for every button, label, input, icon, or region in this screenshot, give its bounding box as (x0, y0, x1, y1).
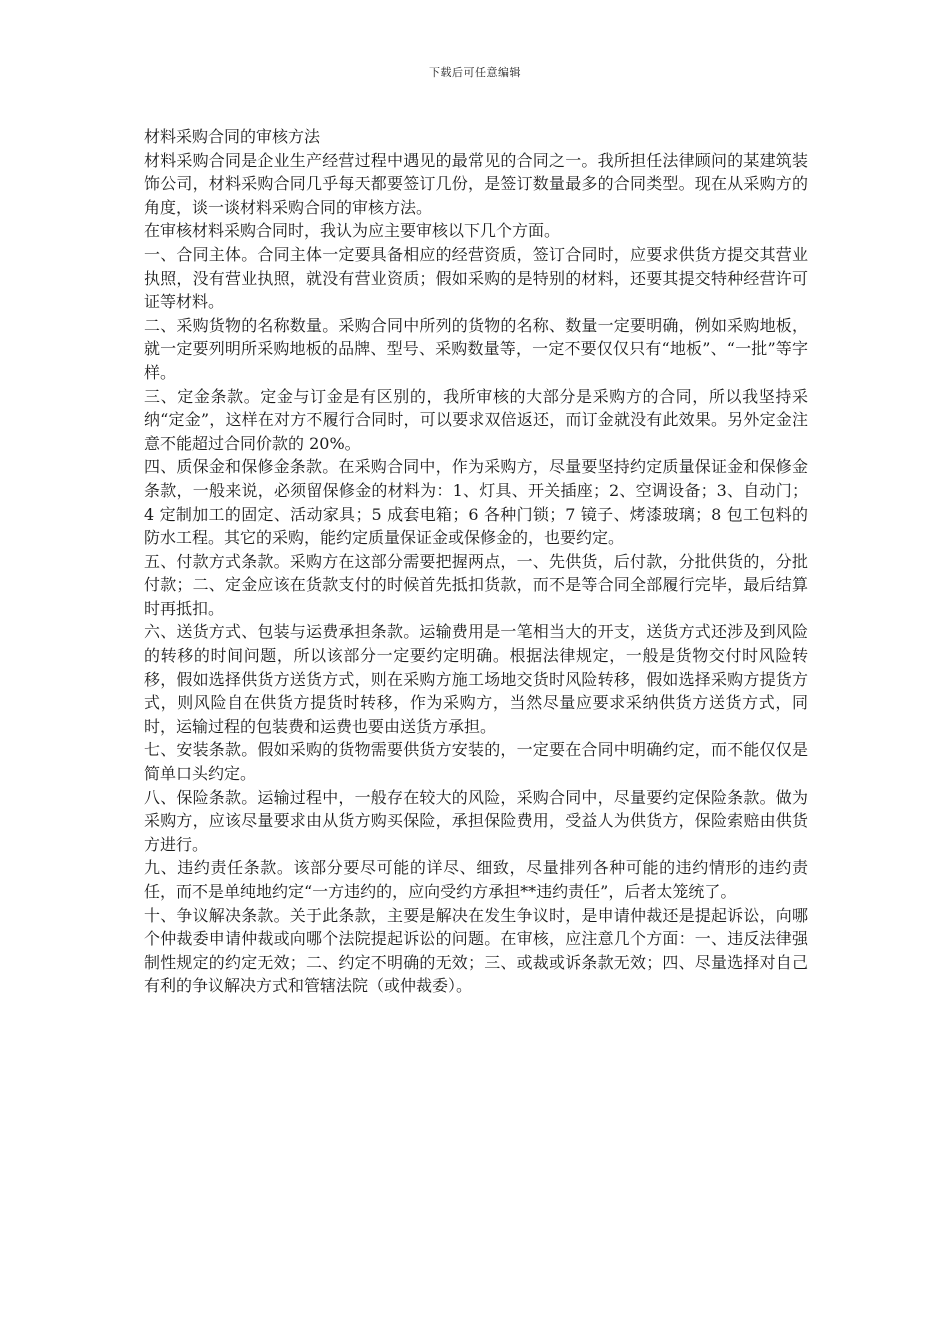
paragraph-8-insurance: 八、保险条款。运输过程中，一般存在较大的风险，采购合同中，尽量要约定保险条款。做为采购方，应该尽量要求由从货方购买保险，承担保险费用，受益人为供货方，保险索赔由供货方进行。 (144, 787, 808, 854)
paragraph-6-delivery: 六、送货方式、包装与运费承担条款。运输费用是一笔相当大的开支，送货方式还涉及到风险的转移的时间问题，所以该部分一定要约定明确。根据法律规定，一般是货物交付时风险转移，假如选择供货方送货方式，则在采购方施工场地交货时风险转移，假如选择采购方提货方式，则风险自在供货方提货时转移，作为采购方，当然尽量应要求采纳供货方送货方式，同时，运输过程的包装费和运费也要由送货方承担。 (144, 622, 808, 736)
paragraph-intro: 材料采购合同是企业生产经营过程中遇见的最常见的合同之一。我所担任法律顾问的某建筑装饰公司，材料采购合同几乎每天都要签订几份，是签订数量最多的合同类型。现在从采购方的角度，谈一谈材料采购合同的审核方法。 (144, 150, 808, 217)
paragraph-2-goods-quantity: 二、采购货物的名称数量。采购合同中所列的货物的名称、数量一定要明确，例如采购地板，就一定要列明所采购地板的品牌、型号、采购数量等，一定不要仅仅只有“地板”、“一批”等字样。 (144, 315, 808, 382)
paragraph-10-dispute: 十、争议解决条款。关于此条款，主要是解决在发生争议时，是申请仲裁还是提起诉讼，向哪个仲裁委申请仲裁或向哪个法院提起诉讼的问题。在审核，应注意几个方面：一、违反法律强制性规定的约定无效；二、约定不明确的无效；三、或裁或诉条款无效；四、尽量选择对自己有利的争议解决方式和管辖法院（或仲裁委）。 (144, 905, 808, 996)
paragraph-4-warranty: 四、质保金和保修金条款。在采购合同中，作为采购方，尽量要坚持约定质量保证金和保修金条款，一般来说，必须留保修金的材料为：1、灯具、开关插座；2、空调设备；3、自动门；4 定制加工的固定、活动家具；5 成套电箱；6 各种门锁；7 镜子、烤漆玻璃；8 包工包料的防水工程。其它的采购，能约定质量保证金或保修金的，也要约定。 (144, 457, 808, 548)
paragraph-3-deposit: 三、定金条款。定金与订金是有区别的，我所审核的大部分是采购方的合同，所以我坚持采纳“定金”，这样在对方不履行合同时，可以要求双倍返还，而订金就没有此效果。另外定金注意不能超过合同价款的 20%。 (144, 386, 808, 453)
paragraph-5-payment: 五、付款方式条款。采购方在这部分需要把握两点，一、先供货，后付款，分批供货的，分批付款；二、定金应该在货款支付的时候首先抵扣货款，而不是等合同全部履行完毕，最后结算时再抵扣。 (144, 551, 808, 618)
paragraph-lead: 在审核材料采购合同时，我认为应主要审核以下几个方面。 (144, 221, 561, 241)
paragraph-1-contract-subject: 一、合同主体。合同主体一定要具备相应的经营资质，签订合同时，应要求供货方提交其营业执照，没有营业执照，就没有营业资质；假如采购的是特别的材料，还要其提交特种经营许可证等材料。 (144, 244, 808, 312)
document-body (144, 125, 808, 998)
paragraph-9-liability: 九、违约责任条款。该部分要尽可能的详尽、细致，尽量排列各种可能的违约情形的违约责任，而不是单纯地约定“一方违约的，应向受约方承担**违约责任”，后者太笼统了。 (144, 858, 808, 901)
document-title: 材料采购合同的审核方法 (144, 127, 321, 146)
paragraph-7-installation: 七、安装条款。假如采购的货物需要供货方安装的，一定要在合同中明确约定，而不能仅仅是简单口头约定。 (144, 740, 808, 784)
page-header: 下载后可任意编辑 (429, 66, 521, 79)
